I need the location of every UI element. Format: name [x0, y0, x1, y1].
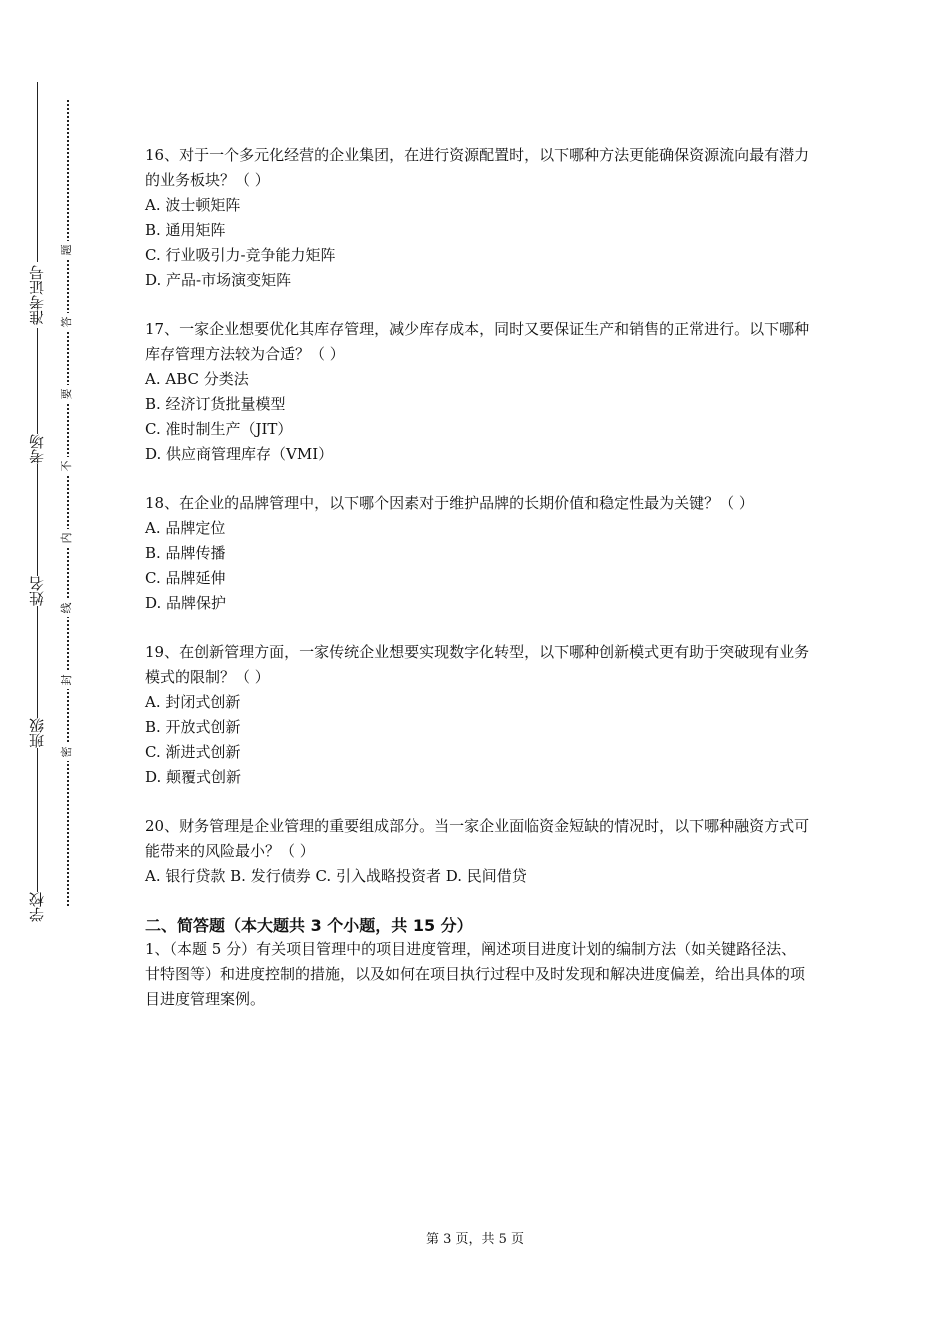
seal-char: 要 — [59, 385, 75, 403]
short-answer-question-1: 1、（本题 5 分）有关项目管理中的项目进度管理，阐述项目进度计划的编制方法（如关键路径法、甘特图等）和进度控制的措施，以及如何在项目执行过程中及时发现和解决进度偏差，给出具体的项目进度管理案例。 — [145, 940, 806, 1008]
option-d: D. 产品-市场演变矩阵 — [145, 271, 292, 289]
option-d: D. 供应商管理库存（VMI） — [145, 445, 334, 463]
seal-char: 密 — [59, 743, 75, 761]
question-stem: 18、在企业的品牌管理中，以下哪个因素对于维护品牌的长期价值和稳定性最为关键？（ ） — [145, 494, 754, 512]
option-c: C. 准时制生产（JIT） — [145, 420, 293, 438]
option-a: A. ABC 分类法 — [145, 370, 249, 388]
question-stem: 19、在创新管理方面，一家传统企业想要实现数字化转型，以下哪种创新模式更有助于突破现有业务模式的限制？（ ） — [145, 643, 810, 686]
question-16 — [145, 143, 810, 293]
question-17 — [145, 317, 810, 467]
binding-label-name: 姓名 — [22, 576, 52, 606]
option-c: C. 行业吸引力-竞争能力矩阵 — [145, 246, 336, 264]
seal-char: 线 — [59, 599, 75, 617]
section-title: 二、简答题（本大题共 3 个小题，共 15 分） — [145, 916, 473, 935]
binding-solid-line — [37, 82, 38, 918]
seal-char: 内 — [59, 529, 75, 547]
seal-char: 题 — [59, 241, 75, 259]
option-b: B. 通用矩阵 — [145, 221, 226, 239]
option-b: B. 经济订货批量模型 — [145, 395, 286, 413]
option-b: B. 品牌传播 — [145, 544, 226, 562]
question-20 — [145, 814, 810, 889]
question-stem: 20、财务管理是企业管理的重要组成部分。当一家企业面临资金短缺的情况时，以下哪种融资方式可能带来的风险最小？（ ） — [145, 817, 810, 860]
binding-label-school: 学校 — [22, 892, 52, 922]
option-d: D. 品牌保护 — [145, 594, 227, 612]
question-stem: 17、一家企业想要优化其库存管理，减少库存成本，同时又要保证生产和销售的正常进行。以下哪种库存管理方法较为合适？（ ） — [145, 320, 810, 363]
option-c: C. 品牌延伸 — [145, 569, 226, 587]
option-c: C. 渐进式创新 — [145, 743, 241, 761]
option-a: A. 品牌定位 — [145, 519, 226, 537]
binding-margin — [0, 0, 90, 1344]
binding-label-class: 班级 — [22, 718, 52, 748]
seal-char: 封 — [59, 671, 75, 689]
exam-content — [145, 143, 810, 1012]
question-stem: 16、对于一个多元化经营的企业集团，在进行资源配置时，以下哪种方法更能确保资源流向最有潜力的业务板块？（ ） — [145, 146, 810, 189]
option-b: B. 开放式创新 — [145, 718, 241, 736]
question-19 — [145, 640, 810, 790]
question-18 — [145, 491, 810, 616]
seal-char: 不 — [59, 457, 75, 475]
binding-label-room: 考场 — [22, 434, 52, 464]
seal-char: 答 — [59, 313, 75, 331]
option-d: D. 颠覆式创新 — [145, 768, 242, 786]
binding-dotted-line — [67, 100, 69, 906]
page-footer: 第 3 页，共 5 页 — [425, 1232, 525, 1247]
option-a: A. 波士顿矩阵 — [145, 196, 241, 214]
binding-label-exam-id: 准考证号 — [22, 262, 52, 328]
options-inline: A. 银行贷款 B. 发行债券 C. 引入战略投资者 D. 民间借贷 — [145, 867, 527, 885]
option-a: A. 封闭式创新 — [145, 693, 241, 711]
